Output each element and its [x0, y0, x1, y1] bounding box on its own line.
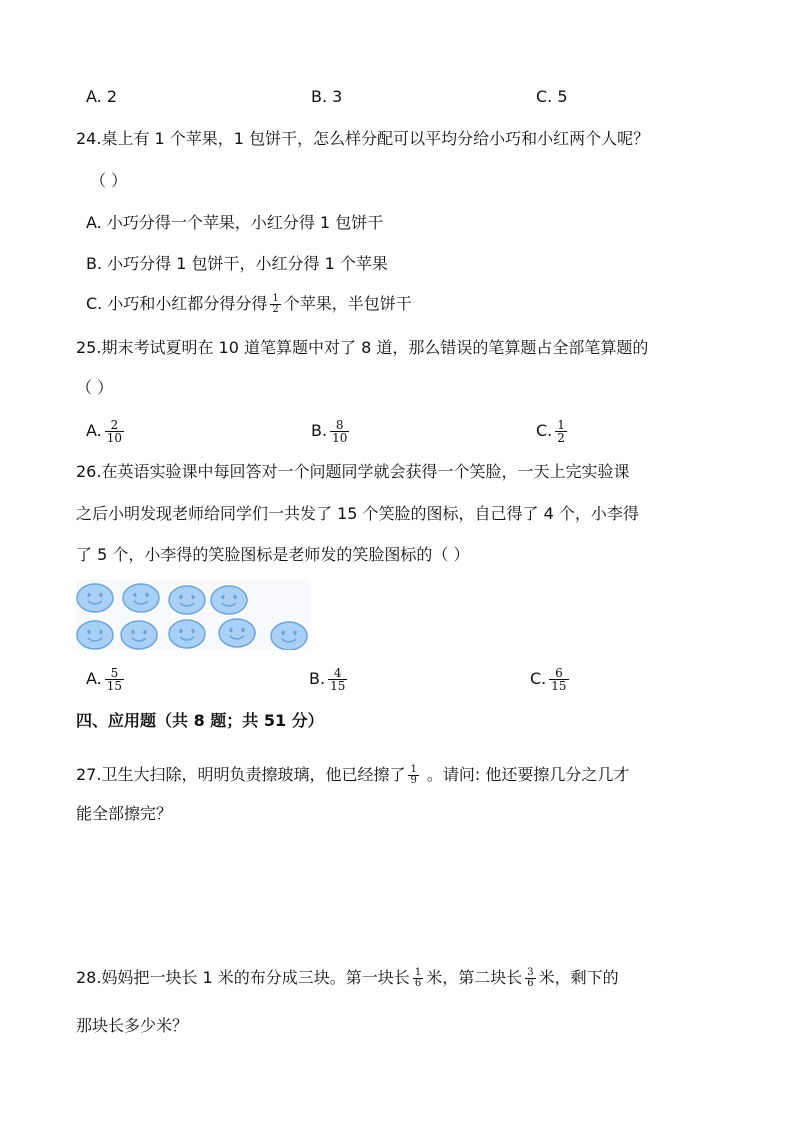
q25-option-a [86, 419, 127, 444]
q25-option-b [311, 419, 352, 444]
q26-stem-line-1: 26.在英语实验课中每回答对一个问题同学就会获得一个笑脸，一天上完实验课 [76, 462, 630, 481]
q27-text: 27.卫生大扫除，明明负责擦玻璃，他已经擦了 [76, 765, 406, 784]
q24-option-c-text: C. 小巧和小红都分得分得 [86, 294, 268, 313]
fraction-denominator: 15 [330, 679, 346, 693]
smiley-face-icon [169, 586, 205, 614]
fraction-numerator: 4 [333, 666, 342, 680]
section-4-title: 四、应用题（共 8 题；共 51 分） [76, 711, 324, 730]
q24-option-a: A. 小巧分得一个苹果，小红分得 1 包饼干 [86, 213, 384, 232]
q23-option-b: B. 3 [311, 87, 343, 106]
smiley-face-icon [211, 586, 247, 614]
option-fraction [105, 667, 124, 692]
q27-fraction [408, 765, 418, 786]
option-label: B. [311, 421, 328, 440]
q26-stem-line-3: 了 5 个，小李得的笑脸图标是老师发的笑脸图标的（ ） [76, 545, 470, 564]
smiley-face-icon [77, 621, 113, 649]
fraction-numerator: 8 [335, 418, 344, 432]
option-fraction [549, 667, 568, 692]
q24-answer-paren: （ ） [90, 171, 128, 190]
q24-option-c [86, 293, 412, 315]
q25-option-c [536, 419, 570, 444]
q25-answer-paren: （ ） [76, 378, 114, 397]
fraction-denominator: 9 [410, 775, 417, 786]
q26-stem-line-2: 之后小明发现老师给同学们一共发了 15 个笑脸的图标，自己得了 4 个，小李得 [76, 504, 639, 523]
fraction-numerator: 5 [110, 666, 119, 680]
option-label: C. [530, 669, 547, 688]
smiley-face-icon [169, 620, 205, 648]
q25-stem: 25.期末考试夏明在 10 道笔算题中对了 8 道，那么错误的笔算题占全部笔算题的 [76, 338, 649, 357]
fraction-denominator: 15 [106, 679, 123, 693]
fraction-numerator: 3 [527, 967, 534, 978]
q23-option-c: C. 5 [536, 87, 568, 106]
q24-option-b: B. 小巧分得 1 包饼干，小红分得 1 个苹果 [86, 254, 388, 273]
option-label: A. [86, 669, 102, 688]
option-label: A. [86, 421, 102, 440]
fraction-denominator: 2 [557, 431, 565, 445]
smiley-face-icon [219, 619, 255, 647]
option-fraction [105, 419, 124, 444]
q26-option-a [86, 667, 127, 692]
smiley-face-icon [271, 622, 307, 650]
q26-option-c [530, 667, 572, 692]
fraction-denominator: 6 [414, 978, 422, 989]
fraction-numerator: 2 [110, 418, 119, 432]
smiley-face-icon [123, 584, 159, 612]
fraction-denominator: 10 [332, 431, 348, 445]
q27-stem-line-1 [76, 764, 629, 786]
q26-option-b [309, 667, 350, 692]
fraction-denominator: 10 [106, 431, 123, 445]
q24-stem: 24.桌上有 1 个苹果，1 包饼干，怎么样分配可以平均分给小巧和小红两个人呢？ [76, 129, 650, 148]
fraction-numerator: 1 [414, 967, 422, 978]
option-label: B. [309, 669, 326, 688]
fraction-numerator: 1 [272, 293, 279, 304]
q24-option-c-text-end: 个苹果，半包饼干 [283, 294, 412, 313]
q28-stem-line-2: 那块长多少米？ [76, 1016, 189, 1035]
q24-option-c-fraction [270, 294, 280, 315]
smiley-face-icons [76, 580, 310, 650]
fraction-denominator: 2 [272, 304, 279, 315]
smiley-face-icon [121, 621, 157, 649]
q28-fraction-1 [413, 968, 423, 989]
q28-fraction-2 [525, 968, 535, 989]
fraction-numerator: 6 [555, 666, 563, 680]
smiley-face-image [76, 580, 310, 650]
q28-text-end: 米，剩下的 [538, 968, 619, 987]
q23-option-a: A. 2 [86, 87, 118, 106]
q28-text: 28.妈妈把一块长 1 米的布分成三块。第一块长 [76, 968, 410, 987]
q27-text-end: 。请问: 他还要擦几分之几才 [426, 765, 630, 784]
option-fraction [555, 419, 567, 444]
fraction-numerator: 1 [557, 418, 565, 432]
fraction-numerator: 1 [410, 764, 417, 775]
fraction-denominator: 6 [527, 978, 534, 989]
q28-text-mid: 米，第二块长 [426, 968, 523, 987]
smiley-face-icon [77, 584, 113, 612]
q27-stem-line-2: 能全部擦完？ [76, 804, 173, 823]
option-label: C. [536, 421, 553, 440]
option-fraction [328, 667, 347, 692]
option-fraction [330, 419, 349, 444]
q28-stem-line-1 [76, 967, 619, 989]
fraction-denominator: 15 [551, 679, 567, 693]
